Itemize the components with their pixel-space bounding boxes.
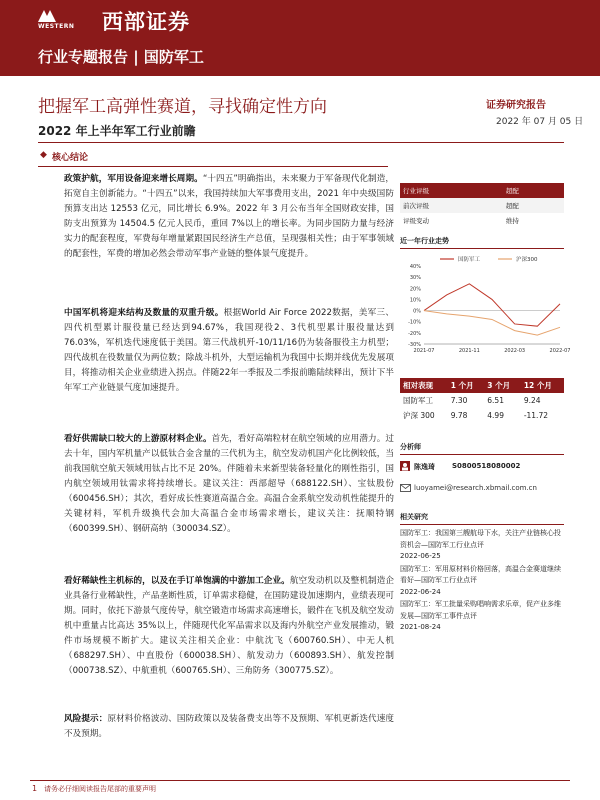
title-divider [38, 142, 564, 143]
legend-index: 沪深300 [516, 257, 538, 263]
trend-chart [400, 252, 571, 360]
footer-divider [30, 780, 570, 781]
performance-table [400, 378, 564, 423]
performance-row [400, 393, 564, 408]
trend-divider [400, 248, 564, 249]
related-item-date: 2022-06-25 [400, 552, 441, 560]
diamond-icon: ◆ [40, 150, 47, 160]
rating-table [400, 183, 564, 228]
paragraph-materials [64, 432, 394, 537]
performance-header-row [400, 378, 564, 393]
report-date: 2022 年 07 月 05 日 [496, 117, 584, 127]
analyst-divider [400, 454, 564, 455]
x-tick-label: 2021-11 [458, 348, 480, 354]
y-tick-label: 0% [413, 308, 421, 315]
user-icon [400, 461, 410, 471]
report-type: 行业专题报告 | 国防军工 [38, 48, 204, 66]
x-tick-label: 2022-03 [504, 348, 526, 354]
rating-value: 超配 [503, 198, 564, 213]
paragraph-text: 航空发动机以及整机制造企业具备行业稀缺性，产品垄断性质，订单需求稳健，在国防建设加速期内，业绩表现可期。同时，依托下游景气度传导，航空锻造市场需求高速增长，锻件在飞机及航空发动机中重量占比高达 35%以上，伴随现代化军品需求以及海内外航空产业发展推动，锻件市场规模不断扩大。建议关注相关企业：中航沈飞（600760.SH）、中无人机（688297.SH）、中直股份（600038.SH）、航发动力（600893.SH）、航发控制（000738.SZ）、中航重机（600765.SH）、三角防务（300775.SZ）。 [64, 576, 394, 676]
related-item[interactable] [400, 564, 564, 599]
analyst-title: 分析师 [400, 443, 421, 451]
paragraph-lead: 风险提示： [64, 714, 108, 724]
chart-series [424, 284, 560, 335]
report-title: 把握军工高弹性赛道，寻找确定性方向 [38, 97, 327, 117]
rating-label: 前次评级 [400, 198, 503, 213]
performance-cell: 9.78 [450, 411, 468, 420]
report-brand-label: 证券研究报告 [486, 100, 546, 111]
performance-cell: 4.99 [487, 411, 504, 420]
analyst-email[interactable]: luoyamei@research.xbmail.com.cn [414, 484, 537, 492]
logo-mark-icon [38, 8, 56, 22]
paragraph-lead: 看好供需缺口较大的上游原材料企业。 [64, 434, 212, 444]
rating-row [400, 213, 564, 228]
related-item[interactable] [400, 528, 564, 563]
paragraph-lead: 看好稀缺性主机标的，以及在手订单饱满的中游加工企业。 [64, 576, 290, 586]
related-title: 相关研究 [400, 513, 428, 521]
paragraph-risk [64, 712, 394, 742]
x-axis [414, 344, 571, 354]
core-divider [38, 166, 388, 167]
related-item[interactable] [400, 599, 564, 634]
paragraph-lead: 中国军机将迎来结构及数量的双重升级。 [64, 308, 224, 318]
y-tick-label: 30% [409, 275, 421, 282]
paragraph-text: 首先，看好高端粒材在航空领域的应用潜力。过去十年，国内军机量产以低钛合金含量的三代机为主，航空发动机国产化比例较低，当前我国航空航天领域用钛占比不足 20%。伴随着未来新型装备轻量化的刚性指引，国内航空领域用钛需求将持续增长。建议关注：西部超导（688122.SH）、宝钛股份（600456.SH）；其次，看好成长性赛道高温合金。高温合金系航空发动机性能提升的关键材料，军机升级换代会加大高温合金市场需求增长，建议关注：抚顺特钢（600399.SH）、钢研高纳（300034.SZ）。 [64, 434, 394, 534]
trend-title: 近一年行业走势 [400, 237, 449, 245]
performance-cell: 7.30 [450, 396, 468, 405]
x-tick-label: 2021-07 [413, 348, 435, 354]
y-tick-label: -10% [408, 319, 421, 326]
performance-cell: 沪深 300 [403, 411, 435, 420]
company-logo [38, 8, 96, 32]
performance-header: 1 个月 [448, 378, 485, 393]
paragraph-manufacturers [64, 574, 394, 679]
y-tick-label: 10% [409, 297, 421, 304]
rating-label: 行业评级 [400, 183, 503, 198]
rating-row [400, 183, 564, 198]
related-item-date: 2021-08-24 [400, 623, 441, 631]
rating-label: 评级变动 [403, 217, 429, 225]
performance-header: 相对表现 [400, 378, 448, 393]
report-subtitle: 2022 年上半年军工行业前瞻 [38, 124, 196, 138]
paragraph-text: 根据World Air Force 2022数据，美军三、四代机型累计服役量已经达到94.67%，我国现役2、3代机型累计服役量达到76.03%，军机迭代速度低于美国。第三代战机歼-10/11/16仍为装备服役主力机型；四代战机在役数量仅为两位数；除战斗机外，大型运输机为我国中长期并线优先发展项目，将推动相关企业业绩进入拐点。伴随22年一季报及二季报前瞻陆续释出，预计下半年军工产业链景气度加速提升。 [64, 308, 394, 393]
performance-cell: 国防军工 [403, 396, 433, 405]
mail-icon [400, 484, 411, 492]
y-tick-label: 20% [409, 286, 421, 293]
brand-name: 西部证券 [102, 10, 190, 34]
related-item-text: 国防军工：军用原材料价格回落，高温合金赛道继续看好—国防军工行业点评 [400, 564, 561, 584]
performance-cell: 6.51 [487, 396, 504, 405]
related-item-text: 国防军工：军工批量采购唱响需求乐章，促产业多维发展—国防军工事件点评 [400, 600, 561, 620]
rating-value: 维持 [505, 217, 519, 225]
paragraph-aircraft [64, 306, 394, 396]
performance-cell: 9.24 [523, 396, 541, 405]
related-item-text: 国防军工：我国第三艘航母下水，关注产业链核心投资机会—国防军工行业点评 [400, 529, 561, 549]
x-tick-label: 2022-07 [549, 348, 571, 354]
performance-header: 3 个月 [484, 378, 521, 393]
disclaimer-notice: 请务必仔细阅读报告尾部的重要声明 [44, 785, 156, 793]
core-conclusion-label: 核心结论 [52, 153, 89, 163]
y-tick-label: -30% [408, 342, 421, 348]
analyst-name: 陈逸琦 [414, 463, 435, 471]
page-number: 1 [32, 784, 38, 793]
paragraph-lead: 政策护航，军用设备迎来增长周期。 [64, 174, 203, 184]
series-line-index [424, 311, 560, 336]
performance-cell: -11.72 [523, 411, 548, 420]
rating-value: 超配 [503, 183, 564, 198]
related-item-date: 2022-06-24 [400, 587, 441, 596]
legend-industry: 国防军工 [458, 257, 481, 263]
related-divider [400, 524, 564, 525]
performance-row [400, 408, 564, 423]
analyst-cert: S0800518080002 [452, 462, 521, 470]
paragraph-text: 原材料价格波动、国防政策以及装备费支出等不及预期、军机更新迭代速度不及预期。 [64, 714, 394, 739]
y-tick-label: 40% [409, 264, 421, 270]
rating-row [400, 198, 564, 213]
y-tick-label: -20% [408, 330, 421, 337]
logo-text: WESTERN [38, 23, 75, 30]
performance-header: 12 个月 [521, 378, 564, 393]
paragraph-policy [64, 172, 394, 262]
paragraph-text: “十四五”明确指出，未来聚力于军备现代化制造，拓宽自主创新能力。“十四五”以来，我国持续加大军事费用支出，2021 年中央级国防预算支出达 12553 亿元，同比增长 6.9%。2022 年 3 月公布当年全国财政安排，国防支出预算为 14504.5 亿元人民币，重回 7%以上的增长率。为同步国防力量与经济实力的配套程度，军费每年增量紧跟国民经济生产总值，呈现强相关性；由于军事领域的配套性，军费的增加必然会带动军事产业链的整体景气度提升。 [64, 174, 394, 259]
related-list [400, 528, 564, 634]
